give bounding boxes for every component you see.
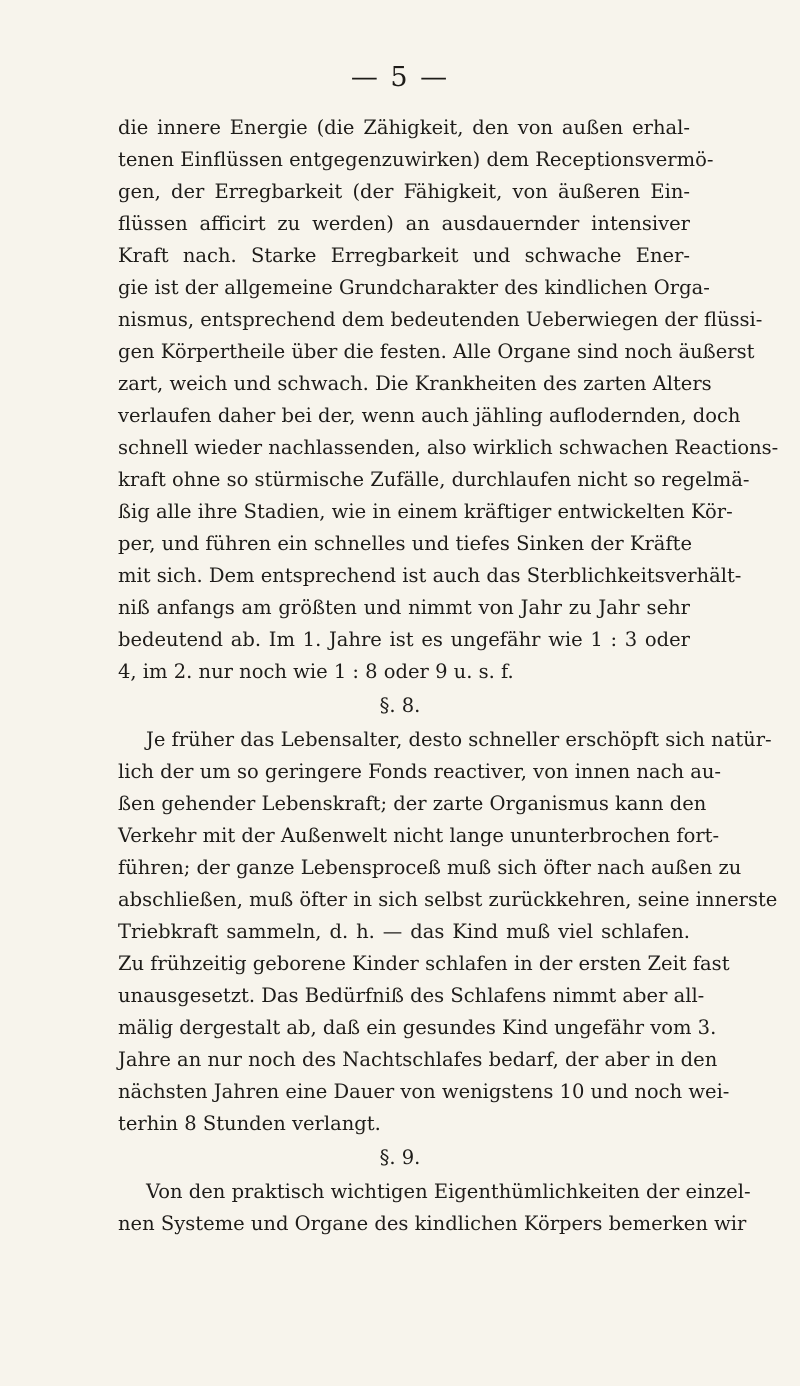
text-line: unausgesetzt. Das Bedürfniß des Schlafens nimmt aber all- [118,984,705,1007]
text-line: ßen gehender Lebenskraft; der zarte Organismus kann den [118,792,707,815]
text-line: Jahre an nur noch des Nachtschlafes bedarf, der aber in den [118,1048,718,1071]
text-line: Triebkraft sammeln, d. h. — das Kind muß viel schlafen. [118,920,690,943]
text-line: die innere Energie (die Zähigkeit, den von außen erhal- [118,116,690,139]
text-line: Zu frühzeitig geborene Kinder schlafen in der ersten Zeit fast [118,952,730,975]
text-line: abschließen, muß öfter in sich selbst zurückkehren, seine innerste [118,888,778,911]
text-line: ßig alle ihre Stadien, wie in einem kräftiger entwickelten Kör- [118,500,733,523]
text-line: mit sich. Dem entsprechend ist auch das Sterblichkeitsverhält- [118,564,742,587]
text-line: Kraft nach. Starke Erregbarkeit und schwache Ener- [118,244,690,267]
text-line: gen Körpertheile über die festen. Alle Organe sind noch äußerst [118,340,755,363]
text-line: Verkehr mit der Außenwelt nicht lange ununterbrochen fort- [118,824,720,847]
text-line: kraft ohne so stürmische Zufälle, durchlaufen nicht so regelmä- [118,468,750,491]
paragraph-first-line: Je früher das Lebensalter, desto schneller erschöpft sich natür- [146,728,772,751]
text-line: bedeutend ab. Im 1. Jahre ist es ungefähr wie 1 : 3 oder [118,628,690,651]
section-heading-9: §. 9. [379,1146,421,1169]
text-line: mälig dergestalt ab, daß ein gesundes Kind ungefähr vom 3. [118,1016,717,1039]
text-line: nächsten Jahren eine Dauer von wenigstens 10 und noch wei- [118,1080,730,1103]
text-line: schnell wieder nachlassenden, also wirklich schwachen Reactions- [118,436,779,459]
text-line: per, und führen ein schnelles und tiefes Sinken der Kräfte [118,532,692,555]
text-line: tenen Einflüssen entgegenzuwirken) dem Receptionsvermö- [118,148,714,171]
page-number: — 5 — [350,62,450,93]
text-line: terhin 8 Stunden verlangt. [118,1112,381,1135]
text-line: 4, im 2. nur noch wie 1 : 8 oder 9 u. s. f. [118,660,514,683]
text-line: niß anfangs am größten und nimmt von Jahr zu Jahr sehr [118,596,690,619]
text-line: verlaufen daher bei der, wenn auch jähling auflodernden, doch [118,404,741,427]
text-line: führen; der ganze Lebensproceß muß sich öfter nach außen zu [118,856,742,879]
text-line: gen, der Erregbarkeit (der Fähigkeit, von äußeren Ein- [118,180,690,203]
text-line: nismus, entsprechend dem bedeutenden Ueberwiegen der flüssi- [118,308,763,331]
text-line: zart, weich und schwach. Die Krankheiten des zarten Alters [118,372,712,395]
paragraph-first-line: Von den praktisch wichtigen Eigenthümlichkeiten der einzel- [146,1180,751,1203]
text-line: nen Systeme und Organe des kindlichen Körpers bemerken wir [118,1212,747,1235]
text-line: lich der um so geringere Fonds reactiver, von innen nach au- [118,760,721,783]
section-heading-8: §. 8. [379,694,421,717]
text-line: gie ist der allgemeine Grundcharakter des kindlichen Orga- [118,276,710,299]
text-line: flüssen afficirt zu werden) an ausdauernder intensiver [118,212,690,235]
